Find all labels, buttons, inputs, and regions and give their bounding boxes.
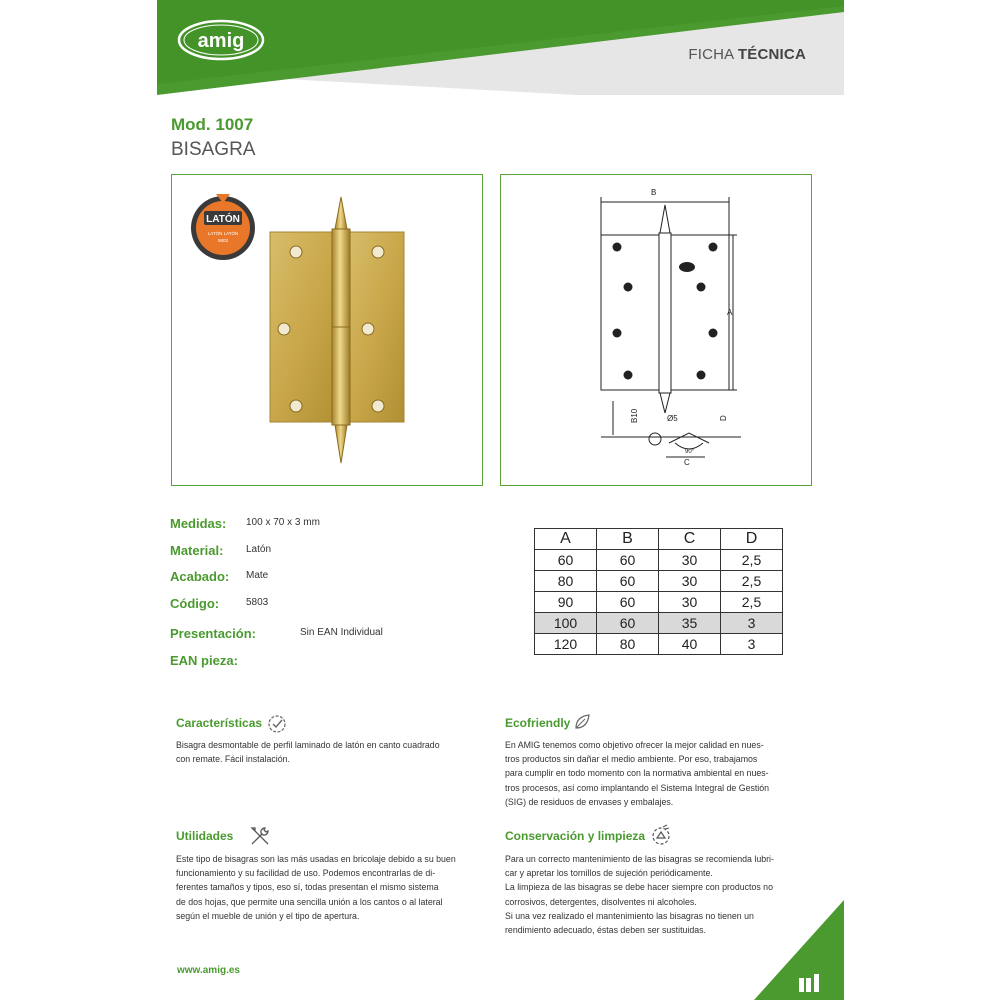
product-name: BISAGRA: [171, 139, 256, 160]
model-number: Mod. 1007: [171, 115, 254, 134]
check-badge-icon: [267, 714, 287, 734]
table-cell: 3: [721, 634, 783, 655]
table-cell: 30: [659, 592, 721, 613]
dim-label-diameter: Ø5: [667, 414, 678, 423]
table-cell: 2,5: [721, 571, 783, 592]
table-cell: 40: [659, 634, 721, 655]
corner-logo-band: [754, 900, 844, 1000]
table-header: A: [535, 529, 597, 550]
section-body-conservacion: Para un correcto mantenimiento de las bisagras se recomienda lubri- car y apretar los tornillos de sujeción periódicamente. La limpieza de las bisagras se debe hacer siempre con productos no corrosivos, detergentes, disolventes ni alcoholes. Si una vez realizado el mantenimiento las bisagras no tienen un rendimiento adecuado, éstas deben ser sustituidas.: [505, 854, 774, 936]
table-cell: 80: [535, 571, 597, 592]
logo-text: amig: [197, 30, 245, 52]
section-body-ecofriendly: En AMIG tenemos como objetivo ofrecer la mejor calidad en nues- tros productos sin dañar el medio ambiente. Por eso, trabajamos para cumplir en todo momento con la normativa ambiental en nues- tros procesos, así como implantando el Sistema Integral de Gestión (SIG) de residuos de envases y embalajes.: [505, 740, 770, 807]
table-cell: 100: [535, 613, 597, 634]
website-link[interactable]: www.amig.es: [177, 965, 240, 976]
hinge-image: [172, 175, 484, 487]
table-row-highlighted: [535, 613, 783, 634]
svg-text:5803: 5803: [217, 238, 229, 243]
section-title-conservacion: Conservación y limpieza: [505, 829, 646, 843]
document-title: FICHA TÉCNICA: [688, 46, 806, 63]
table-cell: 35: [659, 613, 721, 634]
cleaning-icon: [649, 823, 673, 847]
dim-label-angle: 90°: [685, 449, 695, 455]
leaf-icon: [572, 712, 592, 732]
table-row: [535, 550, 783, 571]
dim-label-b10: B10: [630, 408, 639, 423]
hinge-drawing: [501, 175, 813, 487]
table-row: [535, 634, 783, 655]
section-title-ecofriendly: Ecofriendly: [505, 716, 571, 730]
product-sheet: amig FICHA TÉCNICA Mod. 1007 BISAGRA LATÓN LATÓN LATÓN 5803 B A C D B10 Ø5 90° Medidas: 100 x 70 x 3 mm Material: Latón Acabado: Mate Código: 5803 Presentación: Sin EAN Individual EAN pieza: A B C D 60 60 30 2,5 80 60 30 2,5 90 60 30 2,5 100 60 35 3 120 80 40 3 Características Bisagra desmontable de perfil laminado de latón en canto cuadrado con remate. Fácil instalación. Ecofriendly En AMIG tenemos como objetivo ofrecer la mejor calidad en nues- tros productos sin dañar el medio ambiente. Por eso, trabajamos para cumplir en todo momento con la normativa ambiental en nues- tros procesos, así como implantando el Sistema Integral de Gestión (SIG) de residuos de envases y embalajes. Utilidades Este tipo de bisagras son las más usadas en bricolaje debido a su buen funcionamiento y su facilidad de uso. Podemos encontrarlas de di- ferentes tamaños y tipos, eso sí, todas presentan el mismo sistema de dos hojas, que permite una sencilla unión a los cantos o al lateral según el mueble de unión y el tipo de apertura. Conservación y limpieza Para un correcto mantenimiento de las bisagras se recomienda lubri- car y apretar los tornillos de sujeción periódicamente. La limpieza de las bisagras se debe hacer siempre con productos no corrosivos, detergentes, disolventes ni alcoholes. Si una vez realizado el mantenimiento las bisagras no tienen un rendimiento adecuado, éstas deben ser sustituidas. www.amig.es: [157, 0, 844, 1000]
svg-text:LATÓN LATÓN: LATÓN LATÓN: [207, 231, 239, 236]
table-header: D: [721, 529, 783, 550]
dimensions-table: [534, 528, 783, 655]
table-cell: 3: [721, 613, 783, 634]
table-cell: 90: [535, 592, 597, 613]
table-cell: 60: [535, 550, 597, 571]
table-header: C: [659, 529, 721, 550]
table-cell: 2,5: [721, 592, 783, 613]
table-cell: 60: [597, 592, 659, 613]
dim-label-d: D: [719, 415, 728, 421]
tools-icon: [248, 824, 272, 848]
table-cell: 60: [597, 571, 659, 592]
section-title-caracteristicas: Características: [176, 716, 263, 730]
table-cell: 30: [659, 571, 721, 592]
table-header: B: [597, 529, 659, 550]
table-cell: 30: [659, 550, 721, 571]
table-row: [535, 571, 783, 592]
table-cell: 60: [597, 550, 659, 571]
section-body-caracteristicas: Bisagra desmontable de perfil laminado de latón en canto cuadrado con remate. Fácil instalación.: [176, 740, 440, 765]
table-header-row: [535, 529, 783, 550]
table-cell: 60: [597, 613, 659, 634]
table-cell: 120: [535, 634, 597, 655]
svg-text:LATÓN: LATÓN: [206, 214, 240, 225]
table-row: [535, 592, 783, 613]
section-title-utilidades: Utilidades: [176, 829, 234, 843]
technical-drawing: [500, 174, 812, 486]
table-cell: 2,5: [721, 550, 783, 571]
table-cell: 80: [597, 634, 659, 655]
dim-label-a: A: [727, 308, 733, 317]
dim-label-c: C: [684, 458, 690, 467]
section-body-utilidades: Este tipo de bisagras son las más usadas en bricolaje debido a su buen funcionamiento y su facilidad de uso. Podemos encontrarlas de di- ferentes tamaños y tipos, eso sí, todas presentan el mismo sistema de dos hojas, que permite una sencilla unión a los cantos o al lateral según el mueble de unión y el tipo de apertura.: [176, 854, 456, 921]
dim-label-b: B: [651, 188, 657, 197]
amig-logo: [177, 19, 265, 61]
product-photo: [171, 174, 483, 486]
